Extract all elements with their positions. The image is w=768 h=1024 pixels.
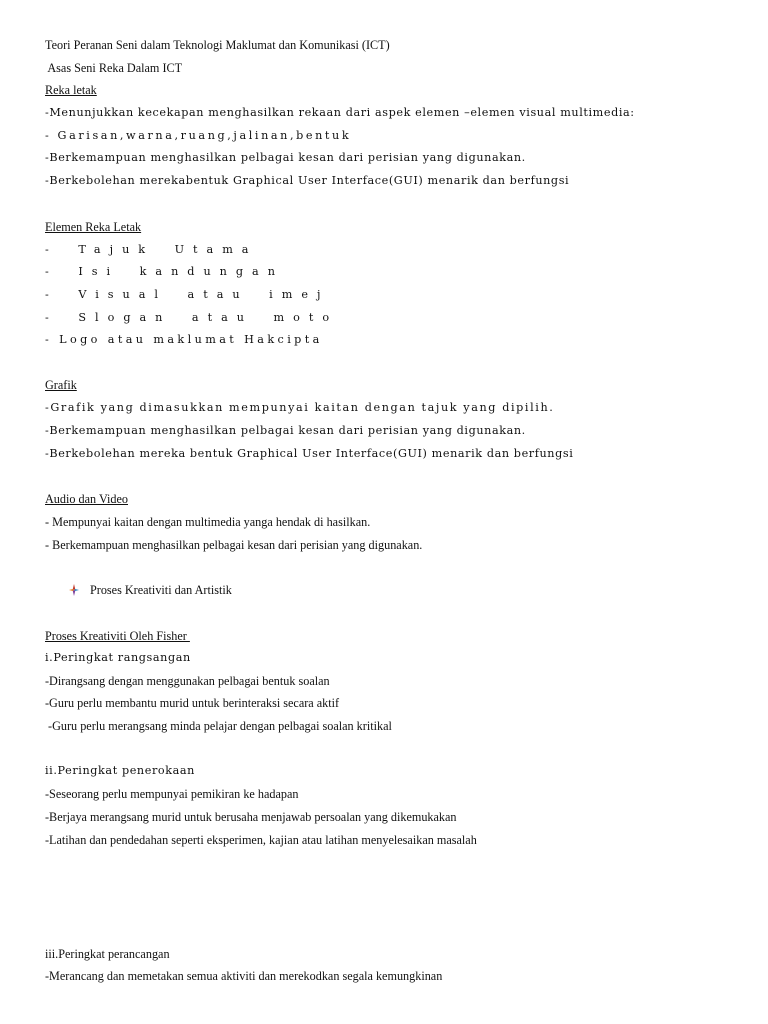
section-heading-grafik: Grafik xyxy=(45,378,77,392)
list-item: - Logo atau maklumat Hakcipta xyxy=(45,333,323,346)
text-line: -Guru perlu merangsang minda pelajar dengan pelbagai soalan kritikal xyxy=(45,719,392,733)
text-line: -Grafik yang dimasukkan mempunyai kaitan dengan tajuk yang dipilih. xyxy=(45,401,555,414)
text-line: -Latihan dan pendedahan seperti eksperimen, kajian atau latihan menyelesaikan masalah xyxy=(45,833,477,847)
text-line: -Seseorang perlu mempunyai pemikiran ke hadapan xyxy=(45,787,299,801)
text-line: -Berjaya merangsang murid untuk berusaha menjawab persoalan yang dikemukakan xyxy=(45,810,457,824)
section-heading-proses-kreativiti: Proses Kreativiti Oleh Fisher xyxy=(45,629,190,643)
stage-title: ii.Peringkat penerokaan xyxy=(45,764,195,777)
list-item: - Isi kandungan xyxy=(45,265,284,278)
text-line: -Merancang dan memetakan semua aktiviti dan merekodkan segala kemungkinan xyxy=(45,969,443,983)
list-item: - Slogan atau moto xyxy=(45,311,339,324)
section-heading-reka-letak: Reka letak xyxy=(45,83,97,97)
stage-title: iii.Peringkat perancangan xyxy=(45,947,170,961)
text-line: -Berkebolehan merekabentuk Graphical User Interface(GUI) menarik dan berfungsi xyxy=(45,174,570,187)
diamond-bullet-icon xyxy=(68,583,80,597)
section-heading-elemen-reka-letak: Elemen Reka Letak xyxy=(45,220,142,234)
text-line: -Menunjukkan kecekapan menghasilkan rekaan dari aspek elemen –elemen visual multimedia: xyxy=(45,106,635,119)
list-item: - Visual atau imej xyxy=(45,288,330,301)
text-line: -Berkebolehan mereka bentuk Graphical User Interface(GUI) menarik dan berfungsi xyxy=(45,447,574,460)
list-item: - Tajuk Utama xyxy=(45,243,258,256)
stage-title: i.Peringkat rangsangan xyxy=(45,651,191,664)
bullet-label: Proses Kreativiti dan Artistik xyxy=(90,583,232,597)
text-line: -Guru perlu membantu murid untuk berinteraksi secara aktif xyxy=(45,696,340,710)
bullet-item xyxy=(68,582,232,598)
document-title: Teori Peranan Seni dalam Teknologi Maklumat dan Komunikasi (ICT) xyxy=(45,38,390,52)
text-line: - Mempunyai kaitan dengan multimedia yanga hendak di hasilkan. xyxy=(45,515,371,529)
section-heading-audio-video: Audio dan Video xyxy=(45,492,128,506)
text-line: -Berkemampuan menghasilkan pelbagai kesan dari perisian yang digunakan. xyxy=(45,151,526,164)
document-subtitle: Asas Seni Reka Dalam ICT xyxy=(45,61,183,75)
text-line: - Garisan,warna,ruang,jalinan,bentuk xyxy=(45,129,352,142)
text-line: -Dirangsang dengan menggunakan pelbagai bentuk soalan xyxy=(45,674,330,688)
text-line: -Berkemampuan menghasilkan pelbagai kesan dari perisian yang digunakan. xyxy=(45,424,526,437)
text-line: - Berkemampuan menghasilkan pelbagai kesan dari perisian yang digunakan. xyxy=(45,538,423,552)
